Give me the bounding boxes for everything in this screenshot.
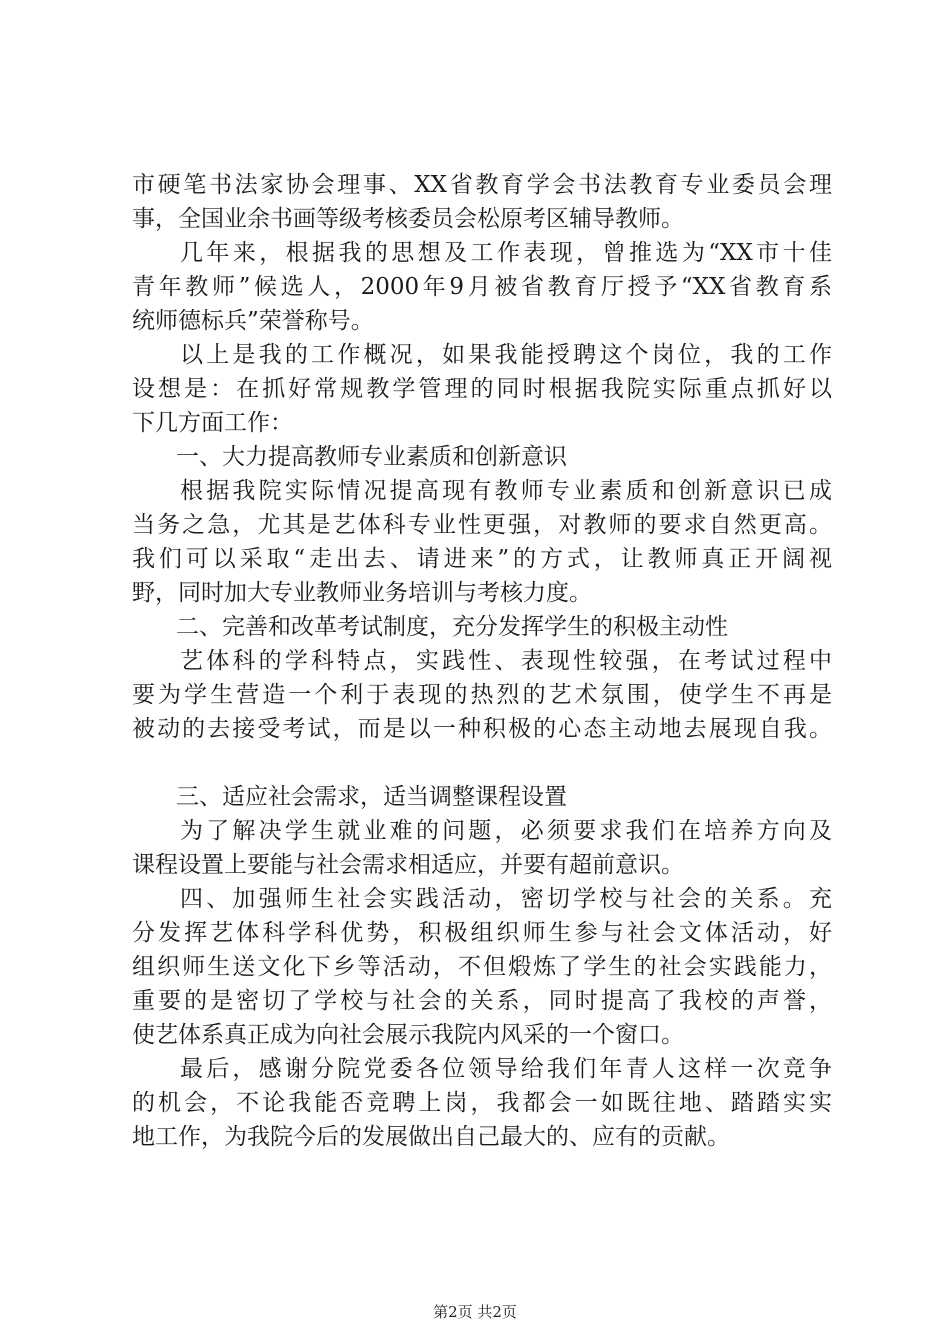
text-line: 组织师生送文化下乡等活动，不但煅炼了学生的社会实践能力， [132,954,832,980]
paragraph-start: 为了解决学生就业难的问题，必须要求我们在培养方向及 [180,818,832,844]
section-heading-4: 四、加强师生社会实践活动，密切学校与社会的关系。充 [180,886,832,912]
section-heading-2: 二、完善和改革考试制度，充分发挥学生的积极主动性 [176,614,728,640]
paragraph-start: 艺体科的学科特点，实践性、表现性较强，在考试过程中 [180,648,832,674]
text-line: 青年教师”候选人，2000年9月被省教育厅授予“XX省教育系 [132,274,832,300]
text-line: 市硬笔书法家协会理事、XX省教育学会书法教育专业委员会理 [132,172,832,198]
text-line: 地工作，为我院今后的发展做出自己最大的、应有的贡献。 [132,1124,730,1150]
text-line: 重要的是密切了学校与社会的关系，同时提高了我校的声誉， [132,988,832,1014]
document-body [132,168,832,1154]
paragraph-start: 几年来，根据我的思想及工作表现，曾推选为“XX市十佳 [180,240,832,266]
text-line: 使艺体系真正成为向社会展示我院内风采的一个窗口。 [132,1022,684,1048]
text-line: 要为学生营造一个利于表现的热烈的艺术氛围，使学生不再是 [132,682,832,708]
blank-line [132,746,832,780]
text-line: 的机会，不论我能否竞聘上岗，我都会一如既往地、踏踏实实 [132,1090,832,1116]
section-heading-1: 一、大力提高教师专业素质和创新意识 [176,444,567,470]
text-line: 设想是：在抓好常规教学管理的同时根据我院实际重点抓好以 [132,376,832,402]
text-line: 课程设置上要能与社会需求相适应，并要有超前意识。 [132,852,684,878]
text-line: 被动的去接受考试，而是以一种积极的心态主动地去展现自我。 [132,716,832,742]
text-line: 事，全国业余书画等级考核委员会松原考区辅导教师。 [132,206,684,232]
text-line: 下几方面工作： [132,410,293,436]
section-heading-3: 三、适应社会需求，适当调整课程设置 [176,784,567,810]
paragraph-start: 根据我院实际情况提高现有教师专业素质和创新意识已成 [180,478,832,504]
text-line: 我们可以采取“走出去、请进来”的方式，让教师真正开阔视 [132,546,832,572]
text-line: 统师德标兵”荣誉称号。 [132,308,374,334]
text-line: 野，同时加大专业教师业务培训与考核力度。 [132,580,592,606]
text-line: 当务之急，尤其是艺体科专业性更强，对教师的要求自然更高。 [132,512,832,538]
paragraph-start: 最后，感谢分院党委各位领导给我们年青人这样一次竞争 [180,1056,832,1082]
page-number-footer: 第2页 共2页 [433,1303,517,1321]
text-line: 分发挥艺体科学科优势，积极组织师生参与社会文体活动，好 [132,920,832,946]
paragraph-start: 以上是我的工作概况，如果我能授聘这个岗位，我的工作 [180,342,832,368]
